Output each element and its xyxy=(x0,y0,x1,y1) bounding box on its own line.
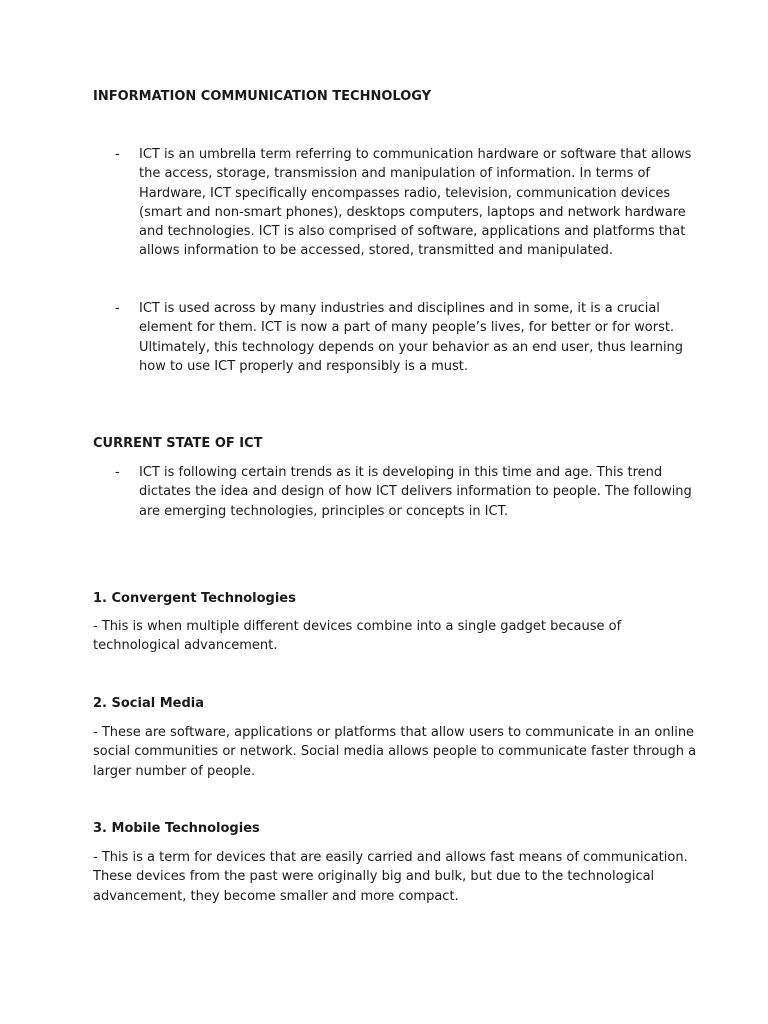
text-line: ICT is following certain trends as it is developing in this time and age. This trend xyxy=(139,465,663,480)
bullet-dash: - xyxy=(115,301,120,316)
text-line: - These are software, applications or platforms that allow users to communicate in an online xyxy=(93,725,695,740)
text-line: are emerging technologies, principles or concepts in ICT. xyxy=(139,503,509,519)
text-line: These devices from the past were originally big and bulk, but due to the technological xyxy=(93,869,655,885)
text-line: the access, storage, transmission and manipulation of information. In terms of xyxy=(139,166,651,182)
text-line: Hardware, ICT specifically encompasses radio, television, communication devices xyxy=(139,185,671,201)
bullet-item xyxy=(115,145,692,261)
bullet-item xyxy=(115,463,692,521)
item-heading: 1. Convergent Technologies xyxy=(93,591,296,606)
text-line: (smart and non-smart phones), desktops computers, laptops and network hardware xyxy=(139,204,686,220)
text-line: larger number of people. xyxy=(93,763,256,779)
text-line: and technologies. ICT is also comprised of software, applications and platforms that xyxy=(139,224,686,240)
text-line: - This is a term for devices that are easily carried and allows fast means of communication. xyxy=(93,850,688,865)
item-heading: 3. Mobile Technologies xyxy=(93,821,260,836)
item-body xyxy=(93,723,697,781)
bullet-dash: - xyxy=(115,465,120,480)
section-title: CURRENT STATE OF ICT xyxy=(93,436,263,451)
text-line: ICT is used across by many industries and disciplines and in some, it is a crucial xyxy=(139,301,660,316)
text-line: ICT is an umbrella term referring to communication hardware or software that allows xyxy=(139,147,692,162)
item-body xyxy=(93,617,678,656)
item-body xyxy=(93,848,688,906)
item-heading: 2. Social Media xyxy=(93,696,205,711)
text-line: technological advancement. xyxy=(93,638,278,654)
bullet-text xyxy=(139,299,684,376)
bullet-text xyxy=(139,463,692,521)
text-line: how to use ICT properly and responsibly is a must. xyxy=(139,358,469,374)
text-line: element for them. ICT is now a part of many people’s lives, for better or for worst. xyxy=(139,320,675,336)
bullet-dash: - xyxy=(115,147,120,162)
text-line: dictates the idea and design of how ICT delivers information to people. The following xyxy=(139,484,692,500)
bullet-text xyxy=(139,145,692,261)
bullet-item xyxy=(115,299,684,376)
text-line: allows information to be accessed, stored, transmitted and manipulated. xyxy=(139,243,614,259)
text-line: Ultimately, this technology depends on your behavior as an end user, thus learning xyxy=(139,339,684,355)
text-line: social communities or network. Social media allows people to communicate faster through a xyxy=(93,744,697,760)
document-title: INFORMATION COMMUNICATION TECHNOLOGY xyxy=(93,89,432,104)
text-line: advancement, they become smaller and more compact. xyxy=(93,888,459,904)
text-line: - This is when multiple different devices combine into a single gadget because of xyxy=(93,619,622,634)
